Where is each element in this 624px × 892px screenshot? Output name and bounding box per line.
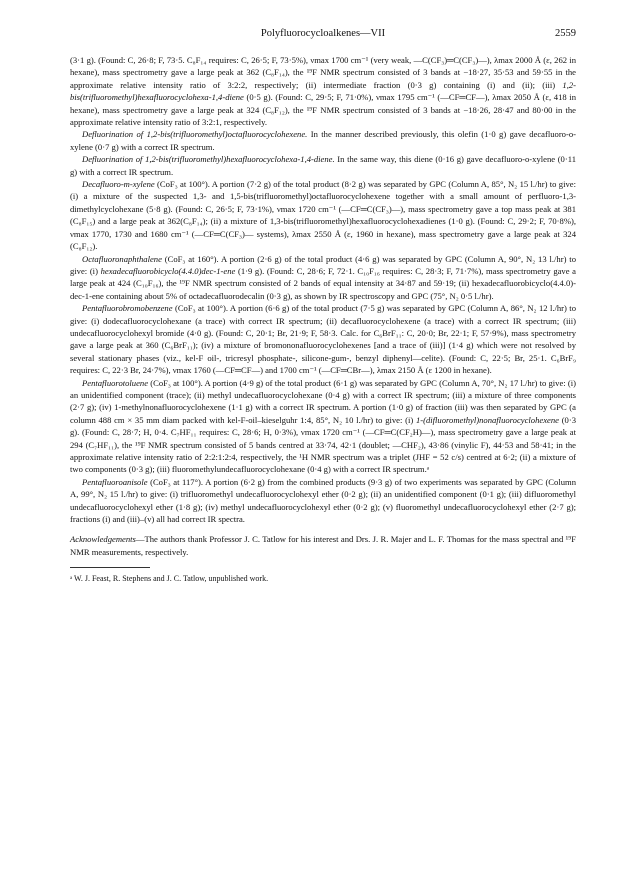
- text-run: In the same way, this diene (0·16 g) gave decafluoro-o-xylene (0·11 g) with a correct IR spectrum.: [70, 154, 576, 177]
- paragraph: [70, 178, 576, 252]
- text-run: (CoF₃ at 100°). A portion (7·2 g) of the total product (8·2 g) was separated by GPC (Column A, 85°, N₂ 15 l./hr) to give: (i) a mixture of the suspected 1,3- and 1,5-bis(trifluoromethyl)octafluorocyclohexene together with a small amount of perfluoro-1,3-dimethylcyclohexane (5·8 g). (Found: C, 26·5; F, 73·1%), νmax 1720 cm⁻¹ (—CF═C(CF₃)—), mass spectrometry gave a top mass peak at 381 (C₈F₁₅) and a large peak at 362(C₈F₁₄); (ii) a mixture of 1,3-bis(trifluoromethyl)hexafluorocyclohexadienes (1·0 g). (Found: C, 29·2; F, 70·8%), νmax 1770, 1730 and 1680 cm⁻¹ (—CF═C(CF₃)— systems), λmax 2550 Å (ε, 1960 in hexane), mass spectrometry gave a large peak at 324 (C₈F₁₂).: [70, 179, 576, 252]
- paragraph: [70, 128, 576, 153]
- text-run: (3·1 g). (Found: C, 26·8; F, 73·5. C₈F₁₄ requires: C, 26·5; F, 73·5%), νmax 1700 cm⁻¹ (very weak, —C(CF₃)═C(CF₃)—), λmax 2000 Å (ε, 262 in hexane), mass spectrometry gave a large peak at 362 (C₈F₁₄), the ¹⁹F NMR spectrum consisted of 3 bands at −18·27, 35·53 and 59·55 in the approximate relative intensity ratio of 3:2:2, respectively; (ii) intermediate fraction (0·3 g) containing (i) and (ii); (iii): [70, 55, 576, 90]
- italic-text: Pentafluorobromobenzene: [82, 303, 173, 314]
- italic-text: Defluorination of 1,2-bis(trifluoromethyl)octafluorocyclohexene.: [82, 129, 308, 140]
- italic-text: Pentafluorotoluene: [82, 377, 149, 388]
- italic-text: 1,2-bis(trifluoromethyl)hexafluorocyclohexa-1,4-diene: [70, 79, 576, 103]
- text-run: (0·3 g). (Found: C, 28·7; H, 0·4. C₇HF₁₁ requires: C, 28·6; H, 0·3%), νmax 1720 cm⁻¹ (—CF═C(CF₂H)—), mass spectrometry gave a large peak at 294 (C₇HF₁₁), the ¹⁹F NMR spectrum consisted of 5 bands centred at 33·74, 42·1 (doublet; —CHF₂), 43·86 (vinylic F), 44·53 and 58·41; in the approximate relative intensity ratio of 2:2:1:2:4, respectively, the ¹H NMR spectrum was a triplet (JHF = 52 c/s) centred at 6·2; (ii) a mixture of two components (0·3 g); (iii) fluoromethylundecafluorocyclohexane (0·4 g) with a correct IR spectrum.ᵃ: [70, 414, 577, 475]
- paragraph: [70, 302, 576, 376]
- footnote: ᵃ W. J. Feast, R. Stephens and J. C. Tatlow, unpublished work.: [70, 574, 269, 584]
- italic-text: Octafluoronaphthalene: [82, 253, 162, 264]
- text-run: (CoF₃ at 100°). A portion (4·9 g) of the total product (6·1 g) was separated by GPC (Column A, 70°, N₂ 17 l./hr) to give: (i) an unidentified component (trace); (ii) methyl undecafluorocyclohexane (0·4 g) with a correct IR spectrum; (iii) a mixture of three components (2·7 g); (iv) 1-methylnonafluorocyclohexene (1·1 g) with a correct IR spectrum. A portion (1·0 g) of fraction (iii) was then separated by GPC (a column 488 cm × 35 mm diam packed with kel-F-oil–kieselguhr 1:4, 85°, N₂ 10 l./hr) to give: (i): [70, 377, 576, 425]
- footnote-rule: [70, 567, 150, 568]
- running-title: Polyfluorocycloalkenes—VII: [260, 28, 386, 39]
- acknowledgements-heading: Acknowledgements: [70, 534, 136, 545]
- text-run: (0·5 g). (Found: C, 29·5; F, 71·0%), νmax 1795 cm⁻¹ (—CF═CF—), λmax 2050 Å (ε, 418 in hexane), mass spectrometry gave a large peak at 324 (C₈F₁₂), the ¹⁹F NMR spectrum consisted of 3 bands at −18·26, 28·47 and 80·00 in the approximate relative intensity ratio of 3:2:1, respectively.: [70, 92, 576, 128]
- text-run: (1·9 g). (Found: C, 28·6; F, 72·1. C₁₀F₁₆ requires: C, 28·3; F, 71·7%), mass spectrometry gave a large peak at 424 (C₁₀F₁₆), the ¹⁹F NMR spectrum consisted of 2 bands of equal intensity at 34·87 and 59·19; (ii) hexadecafluorobicyclo(4.4.0)-dec-1-ene containing about 5% of octadecafluorodecalin (0·3 g), as shown by IR spectroscopy and GPC (75°, N₂ 0·5 l./hr).: [70, 265, 576, 301]
- italic-text: Pentafluoroanisole: [82, 476, 148, 487]
- italic-text: Defluorination of 1,2-bis(trifluoromethyl)hexafluorocyclohexa-1,4-diene.: [82, 154, 335, 165]
- text-run: (CoF₃ at 160°). A portion (2·6 g) of the total product (4·6 g) was separated by GPC (Column A, 90°, N₂ 13 l./hr) to give: (i): [70, 253, 576, 276]
- paragraph: [70, 377, 576, 476]
- acknowledgements: [70, 533, 576, 558]
- italic-text: 1-(difluoromethyl)nonafluorocyclohexene: [415, 414, 559, 425]
- page-number: 2559: [555, 28, 576, 39]
- italic-text: Decafluoro-m-xylene: [82, 179, 155, 190]
- body-text: [70, 54, 576, 525]
- italic-text: hexadecafluorobicyclo(4.4.0)dec-1-ene: [100, 265, 236, 276]
- text-run: (CoF₃ at 100°). A portion (6·6 g) of the total product (7·5 g) was separated by GPC (Column A, 86°, N₂ 12 l./hr) to give: (i) dodecafluorocyclohexane (a trace) with correct IR spectrum; (ii) decafluorocyclohexene (a trace) with a correct IR spectrum; (iii) undecafluorocyclohexyl bromide (4·0 g). (Found: C, 20·1; Br, 21·9; F, 58·3. Calc. for C₆BrF₁₁: C, 20·0; Br, 22·1; F, 57·9%), mass spectrometry gave a large peak at 360 (C₆BrF₁₁); (iv) a mixture of bromononafluorocyclohexenes [and a trace of (iii)] (1·4 g) which were not resolved by several stationary phases (viz., kel-F oil-, tricresyl phosphate-, silicone-gum-, benzyl diphenyl—celite). (Found: C, 22·5; Br, 25·1. C₆BrF₉ requires: C, 22·3 Br, 24·7%), νmax 1760 (—CF═CF—) and 1700 cm⁻¹ (—CF═CBr—), λmax 2150 Å (ε 1200 in hexane).: [70, 303, 576, 376]
- text-run: (CoF₃ at 117°). A portion (6·2 g) from the combined products (9·3 g) of two experiments was separated by GPC (Column A, 99°, N₂ 15 l./hr) to give: (i) trifluoromethyl undecafluorocyclohexyl ether (0·2 g); (ii) an unidentified component (0·1 g); (iii) difluoromethyl undecafluorocyclohexyl ether (1·8 g); (iv) methyl undecafluorocyclohexyl ether (0·2 g); (v) fluoromethyl undecafluorocyclohexyl ether (2·7 g); fractions (i) and (iii)–(v) all had correct IR spectra.: [70, 476, 576, 525]
- acknowledgements-text: —The authors thank Professor J. C. Tatlow for his interest and Drs. J. R. Majer and L. F. Thomas for the mass spectral and ¹⁹F NMR measurements, respectively.: [70, 534, 576, 557]
- text-run: In the manner described previously, this olefin (1·0 g) gave decafluoro-o-xylene (0·7 g) with a correct IR spectrum.: [70, 129, 576, 152]
- paragraph: [70, 153, 576, 178]
- running-head: [70, 28, 576, 46]
- paragraph: [70, 476, 576, 526]
- paragraph: [70, 253, 576, 303]
- paragraph: [70, 54, 576, 128]
